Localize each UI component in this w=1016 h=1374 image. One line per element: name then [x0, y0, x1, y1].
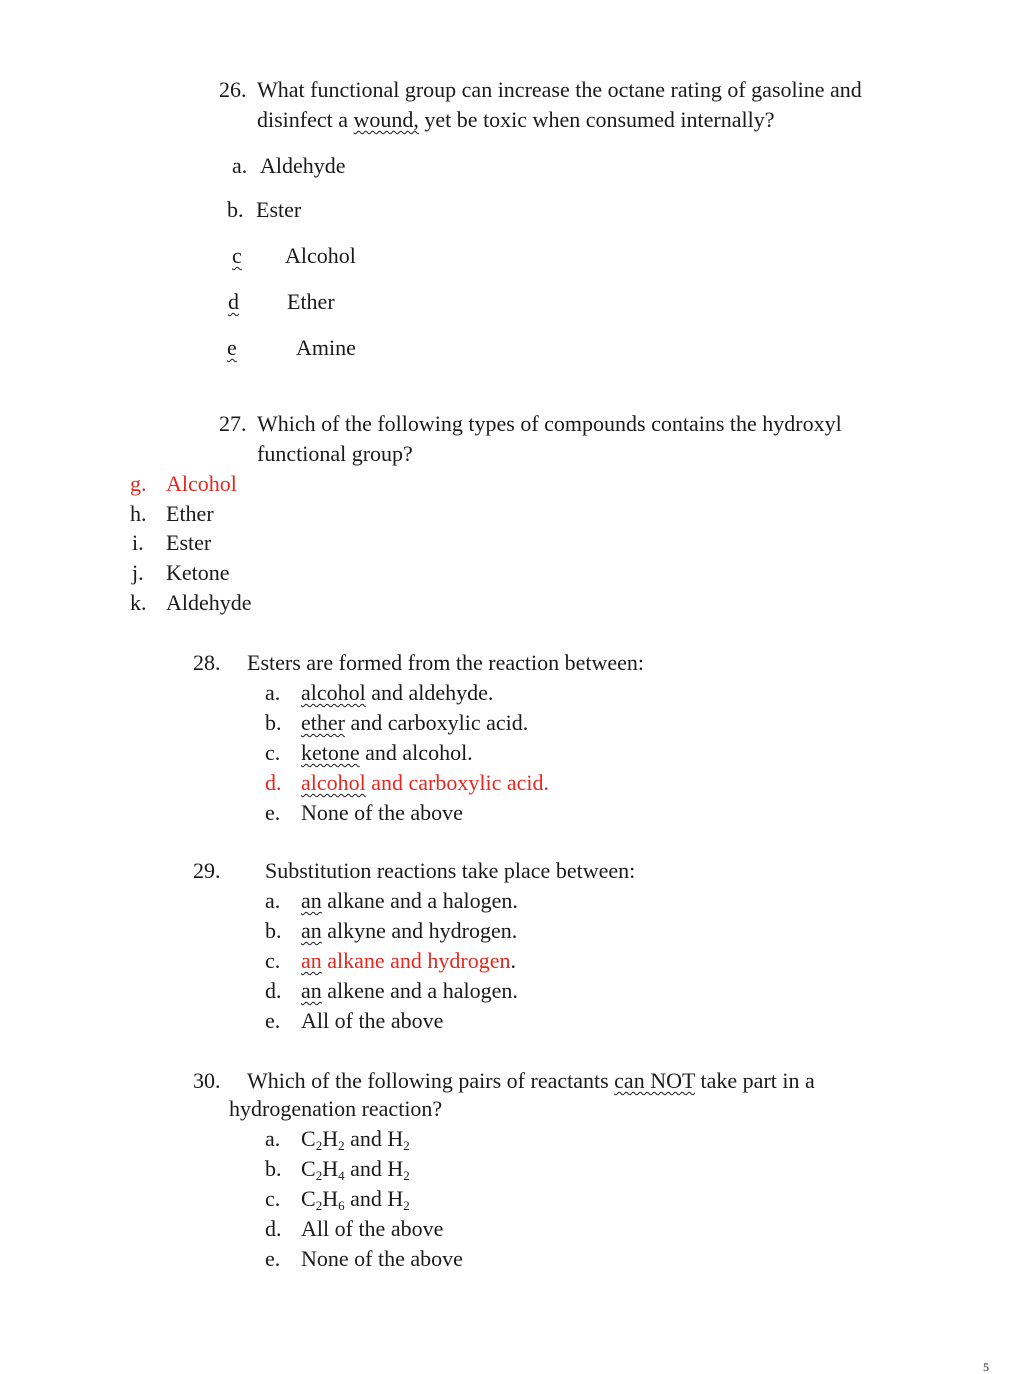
q30-option-a-letter: a.	[265, 1126, 281, 1151]
q26-option-e-text: Amine	[296, 335, 356, 360]
q28-option-d-text	[301, 772, 549, 794]
q30-c-h: H	[322, 1186, 339, 1211]
q28-option-a-letter: a.	[265, 680, 281, 705]
q29-stem: Substitution reactions take place between:	[265, 858, 636, 883]
q29-option-d-text	[301, 980, 518, 1002]
q30-a-sub2: 2	[338, 1138, 345, 1153]
q28-option-a-rest: and aldehyde.	[365, 680, 494, 705]
q30-c-and: and H	[344, 1186, 404, 1211]
q30-a-sub3: 2	[403, 1138, 410, 1153]
q27-option-g-text: Alcohol	[166, 471, 237, 496]
q28-option-c-text	[301, 742, 473, 764]
q30-line1-squiggle: can NOT	[614, 1068, 696, 1093]
q30-b-and: and H	[344, 1156, 404, 1181]
q28-option-c-rest: and alcohol.	[359, 740, 473, 765]
q28-option-c-squiggle: ketone	[301, 740, 360, 765]
q27-stem-line2: functional group?	[257, 441, 413, 466]
q26-stem-line2	[257, 109, 774, 131]
q30-a-sub1: 2	[315, 1138, 323, 1153]
q28-option-d-rest: and carboxylic acid.	[365, 770, 550, 795]
q29-option-b-letter: b.	[265, 918, 282, 943]
q30-c-sub2: 6	[338, 1198, 345, 1213]
q28-stem: Esters are formed from the reaction between:	[247, 650, 645, 675]
q30-option-b-letter: b.	[265, 1156, 282, 1181]
q28-option-b-squiggle: ether	[301, 710, 345, 735]
q27-option-h-text: Ether	[166, 501, 214, 526]
q30-b-sub2: 4	[338, 1168, 345, 1183]
q30-a-h: H	[322, 1126, 339, 1151]
q27-option-j-text: Ketone	[166, 560, 230, 585]
q29-option-e-text: All of the above	[301, 1008, 444, 1033]
q30-stem-line1	[247, 1070, 815, 1092]
q29-option-d-squiggle: an	[301, 978, 322, 1003]
q30-option-c-text	[301, 1186, 410, 1213]
q26-option-b-text: Ester	[256, 197, 302, 222]
q26-option-a-text: Aldehyde	[260, 153, 346, 178]
q27-option-k-text: Aldehyde	[166, 590, 252, 615]
q27-option-h-letter: h.	[130, 501, 147, 526]
q26-stem-line1: What functional group can increase the octane rating of gasoline and	[257, 77, 862, 102]
q29-option-b-squiggle: an	[301, 918, 322, 943]
q30-c-sub3: 2	[403, 1198, 410, 1213]
q30-b-c: C	[301, 1156, 316, 1181]
q28-option-b-rest: and carboxylic acid.	[344, 710, 529, 735]
q29-option-c-text	[301, 950, 516, 972]
q28-option-c-letter: c.	[265, 740, 281, 765]
q30-line1-pre: Which of the following pairs of reactants	[247, 1068, 615, 1093]
q28-option-a-text	[301, 682, 493, 704]
q29-number: 29.	[193, 858, 221, 883]
q26-option-e-letter: e	[227, 335, 237, 360]
q29-option-a-rest: alkane and a halogen.	[321, 888, 518, 913]
q29-option-d-rest: alkene and a halogen.	[321, 978, 518, 1003]
q29-option-d-letter: d.	[265, 978, 282, 1003]
q29-option-c-rest: alkane and hydrogen	[321, 948, 511, 973]
q28-number: 28.	[193, 650, 221, 675]
q26-option-d-letter: d	[228, 289, 239, 314]
q30-stem-line2: hydrogenation reaction?	[229, 1096, 443, 1121]
q30-b-sub3: 2	[403, 1168, 410, 1183]
q26-option-b-letter: b.	[227, 197, 244, 222]
q27-option-g-letter: g.	[130, 471, 147, 496]
q30-a-and: and H	[344, 1126, 404, 1151]
q29-option-b-rest: alkyne and hydrogen.	[321, 918, 518, 943]
q30-option-c-letter: c.	[265, 1186, 281, 1211]
q28-option-a-squiggle: alcohol	[301, 680, 366, 705]
q26-line2-post: yet be toxic when consumed internally?	[418, 107, 775, 132]
q27-number: 27.	[219, 411, 247, 436]
q29-option-a-letter: a.	[265, 888, 281, 913]
q28-option-e-letter: e.	[265, 800, 281, 825]
q30-option-a-text	[301, 1126, 410, 1153]
q29-option-c-letter: c.	[265, 948, 281, 973]
q30-c-c: C	[301, 1186, 316, 1211]
q27-option-i-text: Ester	[166, 530, 212, 555]
q26-line2-pre: disinfect a	[257, 107, 354, 132]
q30-option-d-text: All of the above	[301, 1216, 444, 1241]
q30-b-sub1: 2	[315, 1168, 323, 1183]
q30-option-d-letter: d.	[265, 1216, 282, 1241]
q30-number: 30.	[193, 1068, 221, 1093]
q28-option-d-squiggle: alcohol	[301, 770, 366, 795]
q29-option-a-squiggle: an	[301, 888, 322, 913]
page-number: 5	[983, 1360, 989, 1374]
q26-option-c-letter: c	[232, 243, 242, 268]
q28-option-b-text	[301, 712, 528, 734]
q29-option-b-text	[301, 920, 517, 942]
q29-option-c-tail: .	[510, 948, 517, 973]
q30-c-sub1: 2	[315, 1198, 323, 1213]
q30-line1-post: take part in a	[695, 1068, 815, 1093]
q26-number: 26.	[219, 77, 247, 102]
q30-option-e-letter: e.	[265, 1246, 281, 1271]
q27-stem-line1: Which of the following types of compounds contains the hydroxyl	[257, 411, 842, 436]
q28-option-b-letter: b.	[265, 710, 282, 735]
q27-option-j-letter: j.	[132, 560, 144, 585]
q30-b-h: H	[322, 1156, 339, 1181]
q27-option-k-letter: k.	[130, 590, 147, 615]
q28-option-e-text: None of the above	[301, 800, 463, 825]
q30-option-e-text: None of the above	[301, 1246, 463, 1271]
q30-a-c: C	[301, 1126, 316, 1151]
q26-option-d-text: Ether	[287, 289, 335, 314]
q29-option-e-letter: e.	[265, 1008, 281, 1033]
q29-option-a-text	[301, 890, 518, 912]
q27-option-i-letter: i.	[132, 530, 144, 555]
q28-option-d-letter: d.	[265, 770, 282, 795]
q26-option-c-text: Alcohol	[285, 243, 356, 268]
q26-line2-squiggle: wound,	[353, 107, 419, 132]
q26-option-a-letter: a.	[232, 153, 248, 178]
q30-option-b-text	[301, 1156, 410, 1183]
q29-option-c-squiggle: an	[301, 948, 322, 973]
